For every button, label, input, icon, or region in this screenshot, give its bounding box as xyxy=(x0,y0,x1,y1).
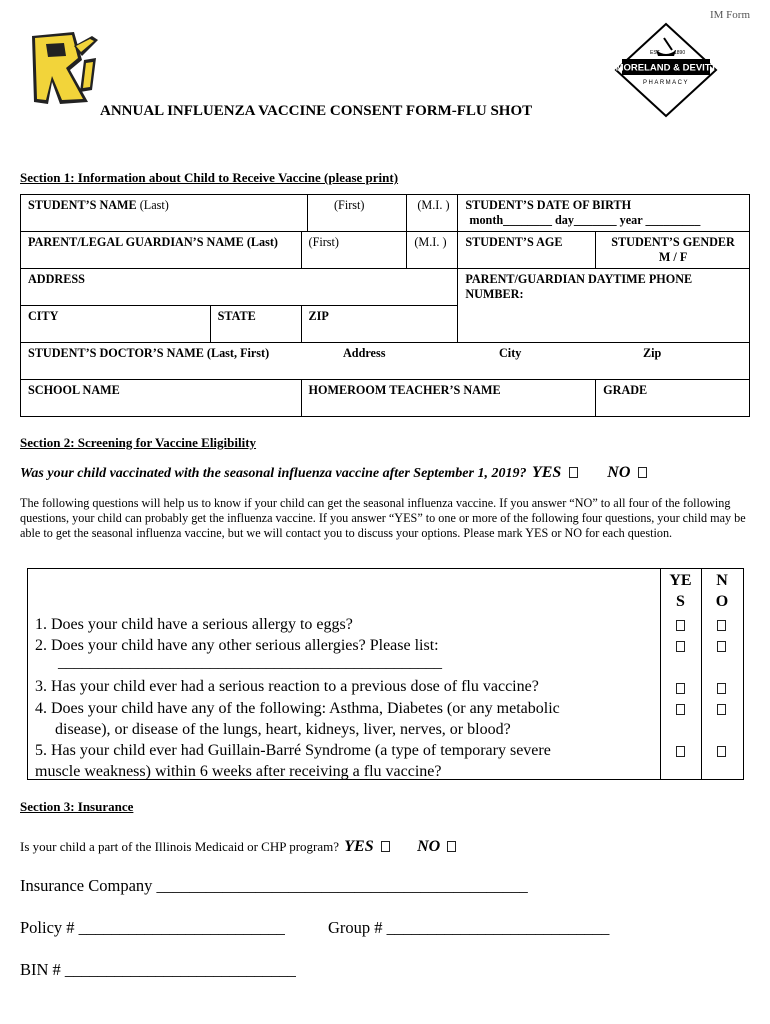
question-5: 5. Has your child ever had Guillain-Barré Syndrome (a type of temporary severe xyxy=(35,742,551,759)
question-5-cont: muscle weakness) within 6 weeks after receiving a flu vaccine? xyxy=(35,763,442,780)
svg-text:EST.: EST. xyxy=(650,50,661,56)
medicaid-yes-checkbox[interactable] xyxy=(381,841,390,852)
screening-instructions: The following questions will help us to know if your child can get the seasonal influenza vaccine. If you answer “NO” to all four of the following questions, your child can probably get the influenza vaccine. If you answer “YES” to one or more of the following four questions, your child may be able to get the seasonal influenza vaccine, but we will contact you to discuss your options. Please mark YES or NO for each question. xyxy=(20,496,746,541)
bin-number-field[interactable]: BIN # ____________________________ xyxy=(20,960,296,979)
q4-no-checkbox[interactable] xyxy=(717,704,726,715)
medicaid-no-checkbox[interactable] xyxy=(447,841,456,852)
vaccinated-question: Was your child vaccinated with the seasonal influenza vaccine after September 1, 2019? YES NO xyxy=(20,464,647,482)
no-column-header: N O xyxy=(715,572,729,610)
parent-name-field[interactable]: PARENT/LEGAL GUARDIAN’S NAME (Last) xyxy=(21,232,302,269)
dob-field[interactable]: STUDENT’S DATE OF BIRTH month________ day_______ year _________ xyxy=(458,195,750,232)
homeroom-field[interactable]: HOMEROOM TEACHER’S NAME xyxy=(301,380,596,417)
doctor-field[interactable]: STUDENT’S DOCTOR’S NAME (Last, First) Address City Zip xyxy=(21,343,750,380)
medicaid-no-label: NO xyxy=(417,838,441,855)
student-first-label: (First) xyxy=(334,198,365,212)
section2-heading: Section 2: Screening for Vaccine Eligibility xyxy=(20,435,257,450)
student-mi-field[interactable]: (M.I. ) xyxy=(407,195,458,232)
q5-yes-checkbox[interactable] xyxy=(676,746,685,757)
student-name-field[interactable]: STUDENT’S NAME (Last) (First) xyxy=(21,195,407,232)
zip-field[interactable]: ZIP xyxy=(301,306,458,343)
q3-no-checkbox[interactable] xyxy=(717,683,726,694)
parent-first-field[interactable]: (First) xyxy=(301,232,407,269)
question-3: 3. Has your child ever had a serious reaction to a previous dose of flu vaccine? xyxy=(35,678,539,695)
parent-mi-field[interactable]: (M.I. ) xyxy=(407,232,458,269)
q2-yes-checkbox[interactable] xyxy=(676,641,685,652)
vaccinated-no-checkbox[interactable] xyxy=(638,467,647,478)
form-id-label: IM Form xyxy=(709,9,750,21)
svg-text:1890: 1890 xyxy=(674,50,686,56)
phone-field[interactable]: PARENT/GUARDIAN DAYTIME PHONE NUMBER: xyxy=(458,269,750,343)
policy-number-field[interactable]: Policy # _________________________ xyxy=(20,918,285,937)
insurance-company-field[interactable]: Insurance Company _____________________________________________ xyxy=(20,876,528,895)
q2-no-checkbox[interactable] xyxy=(717,641,726,652)
q1-yes-checkbox[interactable] xyxy=(676,620,685,631)
section3-heading: Section 3: Insurance xyxy=(20,799,134,814)
medicaid-yes-label: YES xyxy=(344,838,374,855)
pharmacy-logo xyxy=(612,22,720,118)
address-field[interactable]: ADDRESS xyxy=(21,269,458,306)
grade-field[interactable]: GRADE xyxy=(596,380,750,417)
allergies-list-line[interactable]: ________________________________________________ xyxy=(58,654,442,671)
cell-divider xyxy=(307,194,308,232)
vaccinated-yes-label: YES xyxy=(531,464,562,481)
form-title: ANNUAL INFLUENZA VACCINE CONSENT FORM-FLU SHOT xyxy=(100,103,533,119)
q1-no-checkbox[interactable] xyxy=(717,620,726,631)
svg-text:PHARMACY: PHARMACY xyxy=(642,80,690,86)
yes-column-header: YE S xyxy=(669,572,692,610)
svg-text:MORELAND & DEVITT: MORELAND & DEVITT xyxy=(615,62,717,74)
q4-yes-checkbox[interactable] xyxy=(676,704,685,715)
group-number-field[interactable]: Group # ___________________________ xyxy=(328,918,610,937)
medicaid-question: Is your child a part of the Illinois Medicaid or CHP program? YES NO xyxy=(20,838,456,856)
question-4: 4. Does your child have any of the following: Asthma, Diabetes (or any metabolic xyxy=(35,700,560,717)
section1-heading: Section 1: Information about Child to Receive Vaccine (please print) xyxy=(20,170,399,185)
vaccinated-yes-checkbox[interactable] xyxy=(569,467,578,478)
q3-yes-checkbox[interactable] xyxy=(676,683,685,694)
question-2: 2. Does your child have any other serious allergies? Please list: xyxy=(35,637,439,654)
vaccinated-no-label: NO xyxy=(607,464,631,481)
q5-no-checkbox[interactable] xyxy=(717,746,726,757)
city-field[interactable]: CITY xyxy=(21,306,211,343)
school-logo xyxy=(30,30,102,106)
screening-questions-box xyxy=(27,568,744,780)
age-field[interactable]: STUDENT’S AGE xyxy=(458,232,596,269)
child-info-table xyxy=(20,194,750,417)
question-1: 1. Does your child have a serious allergy to eggs? xyxy=(35,616,353,633)
gender-field[interactable]: STUDENT’S GENDER M / F xyxy=(596,232,750,269)
school-field[interactable]: SCHOOL NAME xyxy=(21,380,302,417)
state-field[interactable]: STATE xyxy=(210,306,301,343)
question-4-cont: disease), or disease of the lungs, heart, kidneys, liver, nerves, or blood? xyxy=(55,721,511,738)
